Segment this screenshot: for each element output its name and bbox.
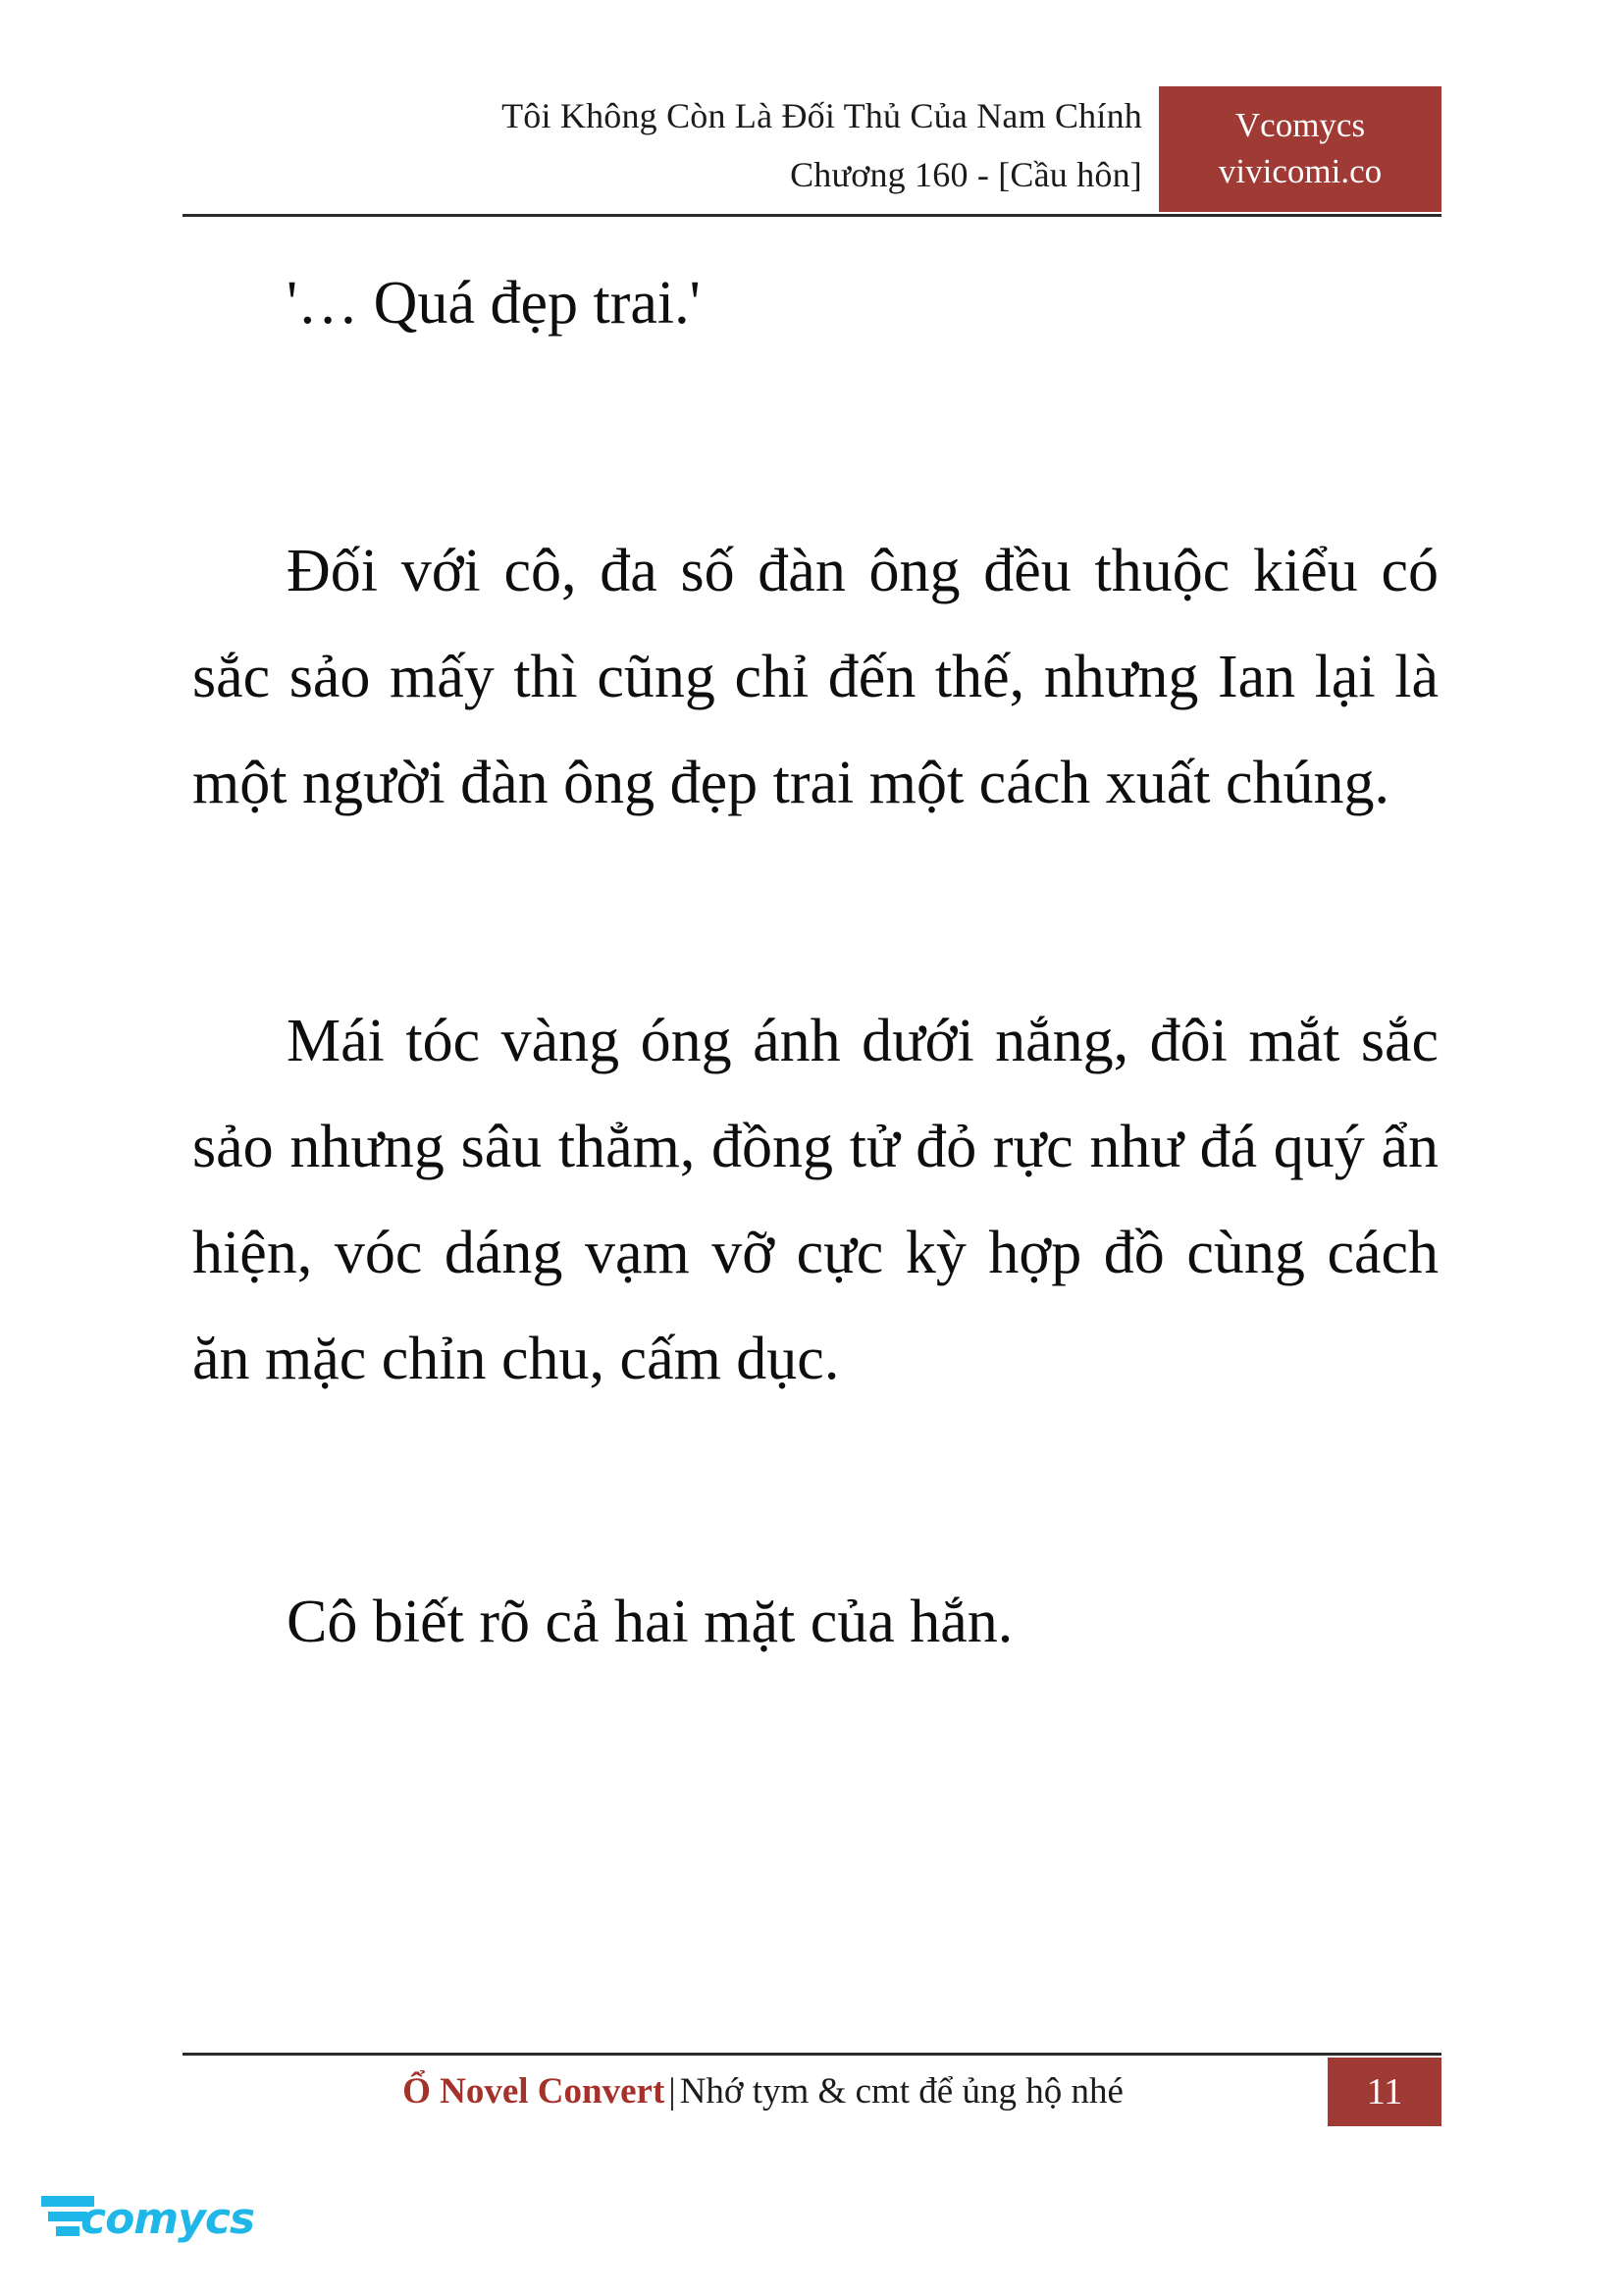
paragraph: Đối với cô, đa số đàn ông đều thuộc kiểu có sắc sảo mấy thì cũng chỉ đến thế, nhưng Ian lại là một người đàn ông đẹp trai một cách xuất chúng.: [192, 538, 1439, 816]
footer-separator: |: [668, 2071, 676, 2112]
brand-badge: [1159, 86, 1441, 212]
paragraph: '… Quá đẹp trai.': [287, 270, 701, 337]
novel-title: Tôi Không Còn Là Đối Thủ Của Nam Chính: [501, 96, 1142, 135]
footer-note: Nhớ tym & cmt để ủng hộ nhé: [679, 2071, 1124, 2112]
footer-divider: [183, 2053, 1441, 2056]
paragraph: Cô biết rõ cả hai mặt của hắn.: [287, 1589, 1014, 1655]
header-divider: [183, 214, 1441, 217]
footer-brand-name: Ổ Novel Convert: [402, 2071, 665, 2112]
page-header: [183, 86, 1441, 216]
page-number: 11: [1328, 2058, 1441, 2126]
brand-website: vivicomi.co: [1218, 152, 1383, 190]
paragraph: Mái tóc vàng óng ánh dưới nắng, đôi mắt sắc sảo nhưng sâu thẳm, đồng tử đỏ rực như đá quý ẩn hiện, vóc dáng vạm vỡ cực kỳ hợp đồ cùng cách ăn mặc chỉn chu, cấm dục.: [192, 1008, 1439, 1392]
chapter-title: Chương 160 - [Cầu hôn]: [790, 155, 1142, 194]
vcomycs-watermark: [41, 2190, 257, 2259]
brand-name: Vcomycs: [1234, 106, 1366, 144]
chapter-body: [192, 250, 1439, 1675]
footer-credit: [183, 2062, 1343, 2121]
page-footer: [183, 2053, 1441, 2129]
watermark-label: comycs: [80, 2194, 255, 2244]
header-title-block: [200, 86, 1142, 204]
